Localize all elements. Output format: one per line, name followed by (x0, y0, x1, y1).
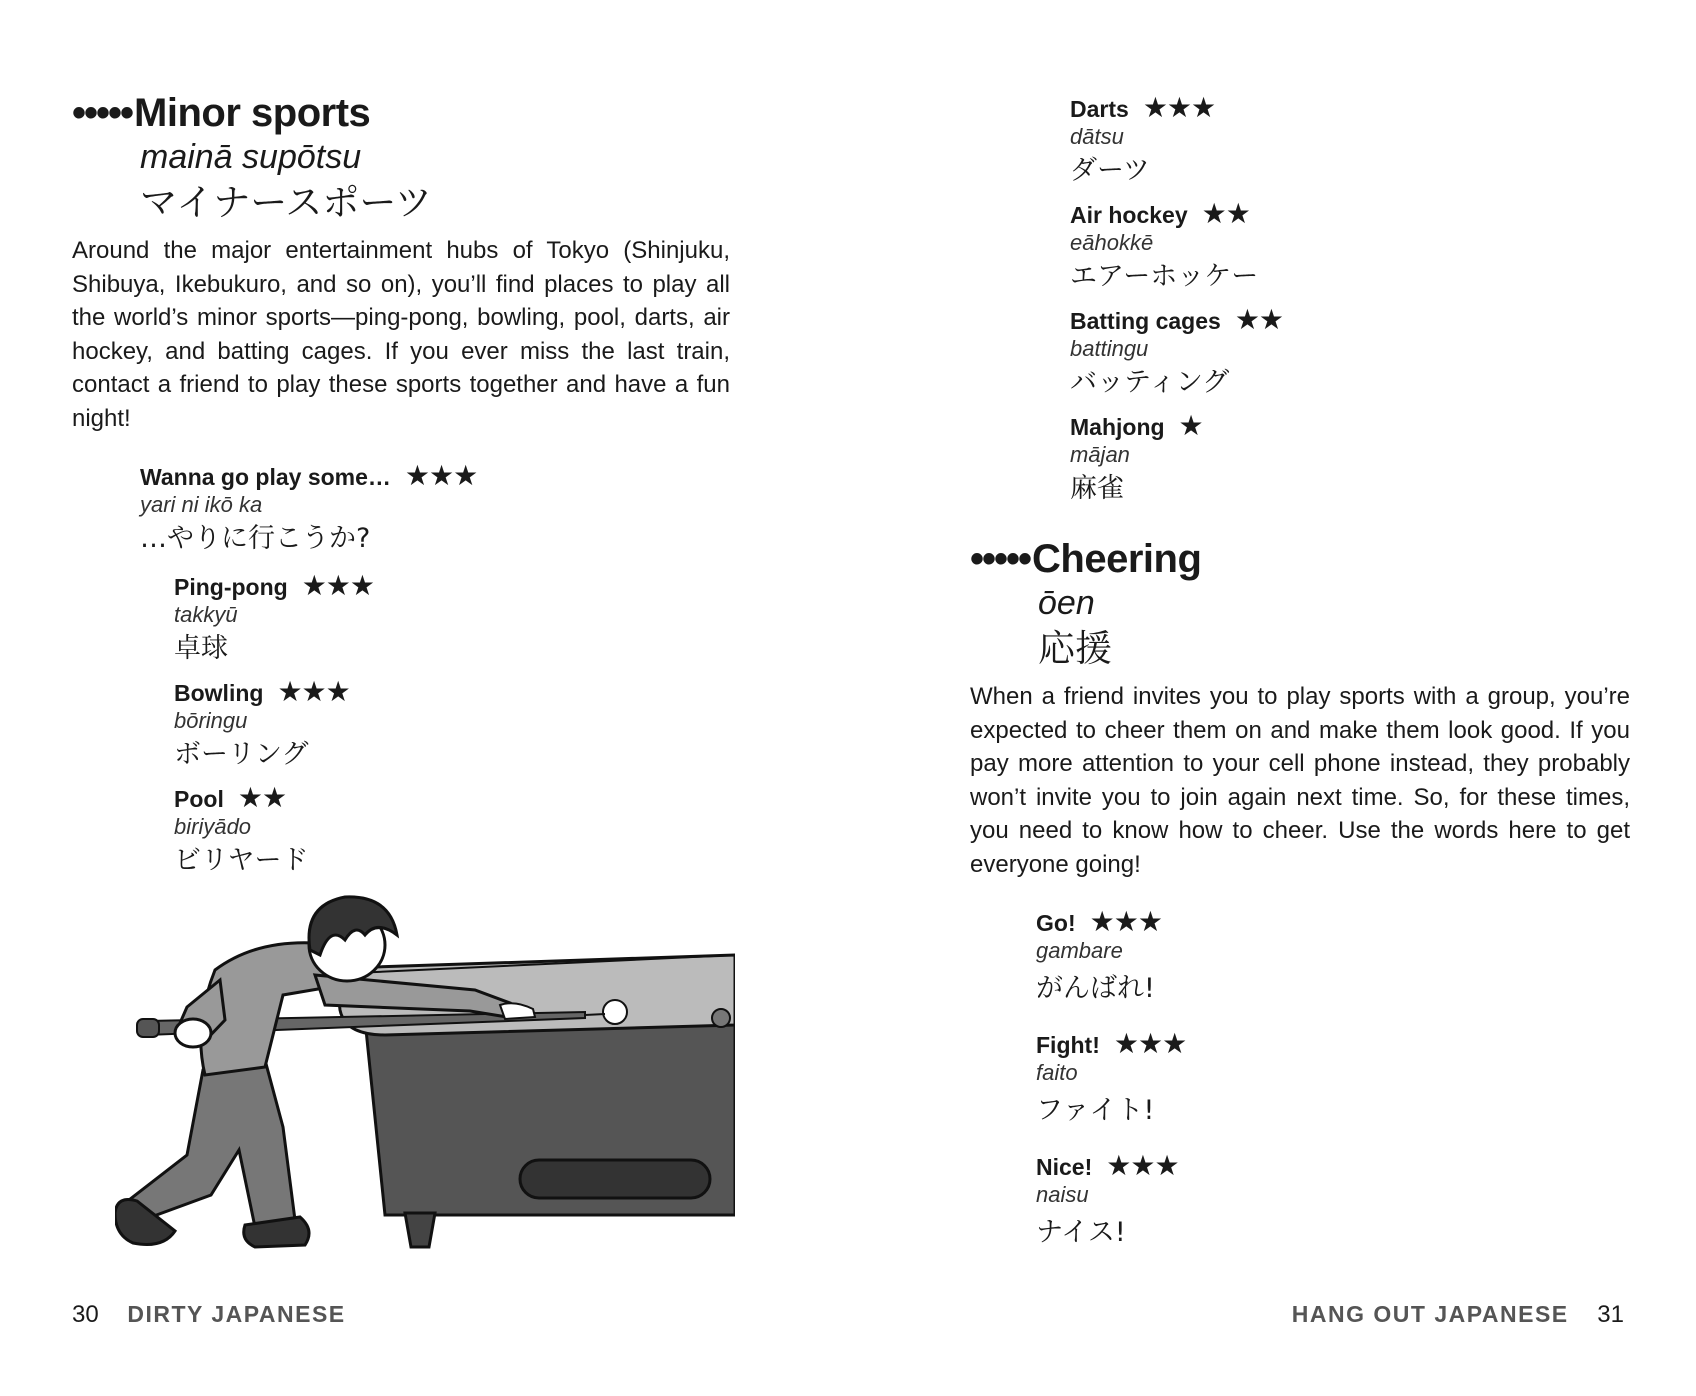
bullet-dots: ••••• (72, 91, 133, 135)
section-minor-sports (72, 90, 432, 228)
cheer-entry-fight (1036, 1027, 1187, 1131)
page-number: 30 (72, 1301, 99, 1328)
entry-romaji: mājan (1070, 442, 1130, 467)
rating-stars: ★★ (237, 781, 287, 814)
entry-romaji: bōringu (174, 708, 248, 733)
entry-term: Wanna go play some… (140, 464, 391, 490)
vocab-entry-mahjong (1070, 409, 1203, 509)
entry-japanese: ダーツ (1070, 155, 1150, 186)
right-footer (1292, 1300, 1624, 1329)
rating-stars: ★★★ (301, 569, 374, 602)
entry-romaji: yari ni ikō ka (140, 492, 263, 517)
rating-stars: ★ (1178, 409, 1203, 442)
bullet-dots: ••••• (970, 537, 1031, 581)
vocab-entry-pool (174, 781, 309, 881)
vocab-entry-batting-cages (1070, 303, 1284, 403)
entry-term: Nice! (1036, 1154, 1093, 1180)
phrase-entry (140, 459, 478, 559)
entry-japanese: 卓球 (174, 633, 228, 664)
running-title: DIRTY JAPANESE (127, 1301, 346, 1327)
cheer-entry-nice (1036, 1149, 1179, 1253)
entry-romaji: naisu (1036, 1182, 1089, 1207)
entry-term: Go! (1036, 910, 1076, 936)
entry-japanese: …やりに行こうか? (140, 523, 371, 554)
entry-romaji: biriyādo (174, 814, 252, 839)
section-paragraph: Around the major entertainment hubs of Tokyo (Shinjuku, Shibuya, Ikebukuro, and so on), you’ll find places to play all the world’s minor sports—ping-pong, bowling, pool, darts, air hockey, and batting cages. If you ever miss the last train, contact a friend to play these sports together and have a fun night! (72, 237, 730, 432)
right-page (848, 0, 1696, 1396)
cheer-entry-go (1036, 905, 1162, 1009)
section-romaji: mainā supōtsu (140, 138, 362, 176)
section-romaji: ōen (1038, 584, 1095, 622)
entry-term: Air hockey (1070, 202, 1188, 228)
rating-stars: ★★ (1234, 303, 1284, 336)
entry-term: Pool (174, 786, 224, 812)
pool-player-illustration (115, 895, 735, 1265)
entry-romaji: dātsu (1070, 124, 1124, 149)
vocab-entry-ping-pong (174, 569, 374, 669)
entry-term: Bowling (174, 680, 264, 706)
section-title-text: Minor sports (134, 91, 371, 135)
rating-stars: ★★★ (1106, 1149, 1179, 1182)
entry-romaji: takkyū (174, 602, 238, 627)
entry-romaji: battingu (1070, 336, 1149, 361)
section-japanese: マイナースポーツ (140, 181, 432, 224)
left-footer (72, 1300, 346, 1329)
rating-stars: ★★★ (1142, 91, 1216, 124)
entry-romaji: faito (1036, 1060, 1078, 1085)
entry-term: Fight! (1036, 1032, 1100, 1058)
section-title (72, 90, 432, 136)
entry-japanese: ボーリング (174, 739, 309, 770)
section-cheering (970, 536, 1201, 674)
vocab-entry-darts (1070, 91, 1216, 191)
section-japanese: 応援 (1038, 627, 1112, 670)
entry-romaji: gambare (1036, 938, 1123, 963)
section-title-text: Cheering (1032, 537, 1202, 581)
entry-term: Ping-pong (174, 574, 288, 600)
rating-stars: ★★★ (404, 459, 478, 492)
rating-stars: ★★★ (1113, 1027, 1187, 1060)
running-title: HANG OUT JAPANESE (1291, 1301, 1569, 1327)
entry-romaji: eāhokkē (1070, 230, 1154, 255)
section-title (970, 536, 1201, 582)
entry-term: Mahjong (1070, 414, 1165, 440)
entry-japanese: バッティング (1070, 367, 1230, 398)
page-number: 31 (1597, 1301, 1624, 1328)
entry-japanese: 麻雀 (1070, 473, 1124, 504)
vocab-entry-air-hockey (1070, 197, 1259, 297)
entry-japanese: エアーホッケー (1070, 261, 1259, 292)
entry-japanese: がんばれ! (1036, 973, 1155, 1004)
vocab-entry-bowling (174, 675, 350, 775)
entry-term: Batting cages (1070, 308, 1221, 334)
rating-stars: ★★ (1201, 197, 1250, 230)
entry-term: Darts (1070, 96, 1129, 122)
rating-stars: ★★★ (277, 675, 350, 708)
entry-japanese: ビリヤード (174, 845, 309, 876)
rating-stars: ★★★ (1089, 905, 1162, 938)
entry-japanese: ナイス! (1036, 1217, 1126, 1248)
entry-japanese: ファイト! (1036, 1095, 1155, 1126)
section-paragraph: When a friend invites you to play sports with a group, you’re expected to cheer them on and make them look good. If you pay more attention to your cell phone instead, they probably won’t invite you to join again next time. So, for these times, you need to know how to cheer. Use the words here to get everyone going! (970, 683, 1630, 878)
